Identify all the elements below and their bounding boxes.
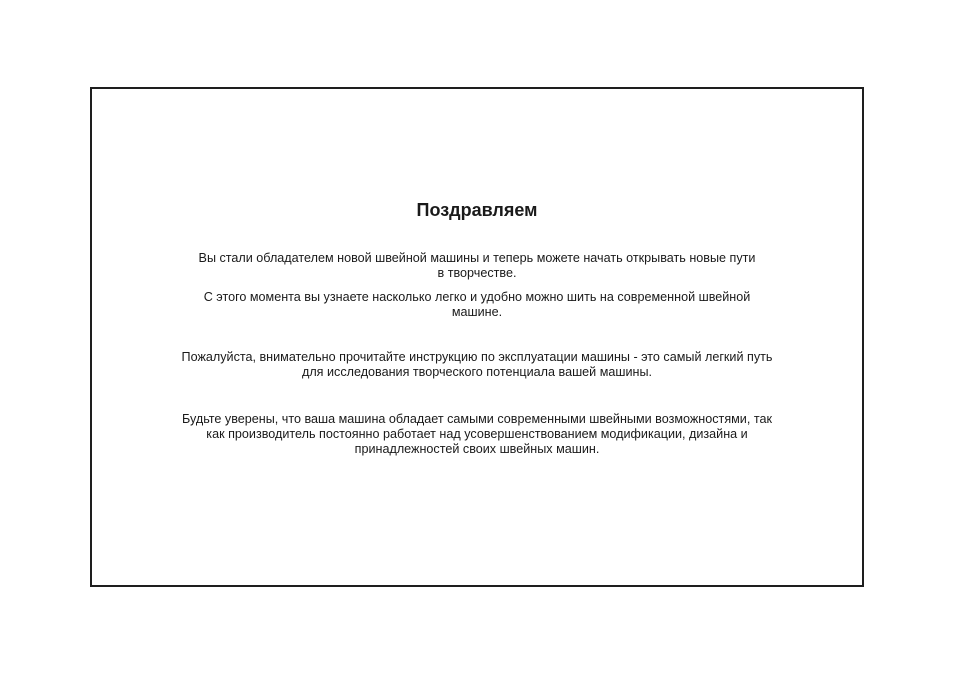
page-title: Поздравляем (416, 200, 538, 220)
paragraph-read-instructions: Пожалуйста, внимательно прочитайте инструкцию по эксплуатации машины - это самый легкий путь для исследования творческого потенциала вашей машины. (181, 350, 773, 379)
page-frame (90, 87, 864, 587)
paragraph-new-machine: Вы стали обладателем новой швейной машины и теперь можете начать открывать новые пути в творчестве. (198, 251, 756, 280)
paragraph-easy-sewing: С этого момента вы узнаете насколько легко и удобно можно шить на современной швейной машине. (203, 290, 751, 319)
paragraph-modern-features: Будьте уверены, что ваша машина обладает самыми современными швейными возможностями, так как производитель постоянно работает над усовершенствованием модификации, дизайна и принадлежностей своих швейных машин. (182, 412, 772, 456)
